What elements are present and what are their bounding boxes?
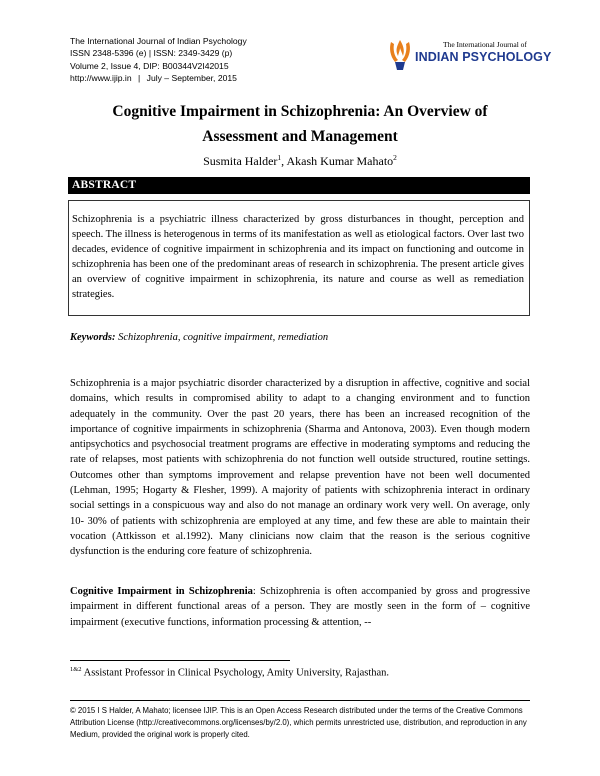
author-1: Susmita Halder <box>203 154 278 168</box>
logo-big-text: INDIAN PSYCHOLOGY <box>415 50 552 64</box>
section-heading: Cognitive Impairment in Schizophrenia <box>70 586 253 597</box>
article-title-line-2: Assessment and Management <box>202 128 398 145</box>
keywords-text: Schizophrenia, cognitive impairment, remediation <box>115 332 329 343</box>
authors <box>70 153 530 169</box>
footnote-marker: 1&2 <box>70 666 82 673</box>
flame-hands-icon <box>385 36 415 74</box>
volume-line: Volume 2, Issue 4, DIP: B00344V2I42015 <box>70 60 229 71</box>
body-paragraph-1: Schizophrenia is a major psychiatric disorder characterized by a disruption in affective, cognitive and social domains, which results in compromised ability to adapt to a changing environment and to function adequately in the community. Over the past 20 years, there has been an increased recognition of the importance of cognitive impairments in schizophrenia (Sharma and Antonova, 2003). Even though modern antipsychotics and psychosocial treatment programs are effective in moderating symptoms and reducing the rate of relapses, most patients with schizophrenia do not function well outside structured, routine settings. Outcomes other than symptoms improvement and relapse prevention have not been well documented (Lehman, 1995; Hogarty & Flesher, 1999). A majority of patients with schizophrenia interact in ordinary social settings in a conspicuous way and also do not manage an ordinary work very well. On average, only 10- 30% of patients with schizophrenia are employed at any time, and few these are able to maintain their vocation (Attkisson et al.1992). Many clinicians now claim that the reason is the serious cognitive dysfunction is the enduring core feature of schizophrenia. <box>70 378 530 558</box>
abstract-text: Schizophrenia is a psychiatric illness characterized by gross disturbances in thought, perception and speech. The illness is heterogenous in terms of its manifestation as well as etiological factors. Over last two decades, evidence of cognitive impairment in schizophrenia and its impact on functioning and outcome in schizophrenia has been one of the predominant areas of research in schizophrenia. The present article gives an overview of cognitive impairment in schizophrenia, its nature and course as well as remediation strategies. <box>72 214 524 300</box>
abstract-heading: ABSTRACT <box>72 179 137 191</box>
keywords-label: Keywords: <box>70 332 116 343</box>
journal-header-info <box>70 35 247 85</box>
journal-name: The International Journal of Indian Psychology <box>70 36 247 46</box>
author-separator: , <box>281 154 287 168</box>
logo-small-text: The International Journal of <box>443 40 527 49</box>
abstract-heading-bar <box>68 177 530 194</box>
article-title-line-1: Cognitive Impairment in Schizophrenia: An Overview of <box>112 103 488 120</box>
copyright-notice: © 2015 I S Halder, A Mahato; licensee IJIP. This is an Open Access Research distributed under the terms of the Creative Commons Attribution License (http://creativecommons.org/licenses/by/2.0), which permits unrestricted use, distribution, and reproduction in any Medium, provided the original work is properly cited. <box>70 706 527 739</box>
publication-date: July – September, 2015 <box>146 73 237 84</box>
footer-rule <box>70 700 530 701</box>
issn-line: ISSN 2348-5396 (e) | ISSN: 2349-3429 (p) <box>70 48 233 59</box>
author-1-sup: 1 <box>277 153 282 162</box>
body-paragraph-2 <box>70 584 530 630</box>
footnote-text: Assistant Professor in Clinical Psychology, Amity University, Rajasthan. <box>81 667 390 679</box>
journal-url[interactable]: http://www.ijip.in <box>70 73 132 84</box>
paragraph-2-text: : Schizophrenia is often accompanied by gross and progressive impairment in different functional areas of a person. They are mostly seen in the form of – cognitive impairment (executive functions, information processing & attention, -- <box>70 586 530 628</box>
author-2: Akash Kumar Mahato <box>286 154 394 168</box>
keywords-line <box>70 332 328 343</box>
footnote <box>70 666 389 679</box>
url-date-line <box>70 72 247 84</box>
journal-logo <box>385 36 552 76</box>
footnote-rule <box>70 660 290 661</box>
separator: | <box>138 73 141 84</box>
author-2-sup: 2 <box>393 153 397 162</box>
